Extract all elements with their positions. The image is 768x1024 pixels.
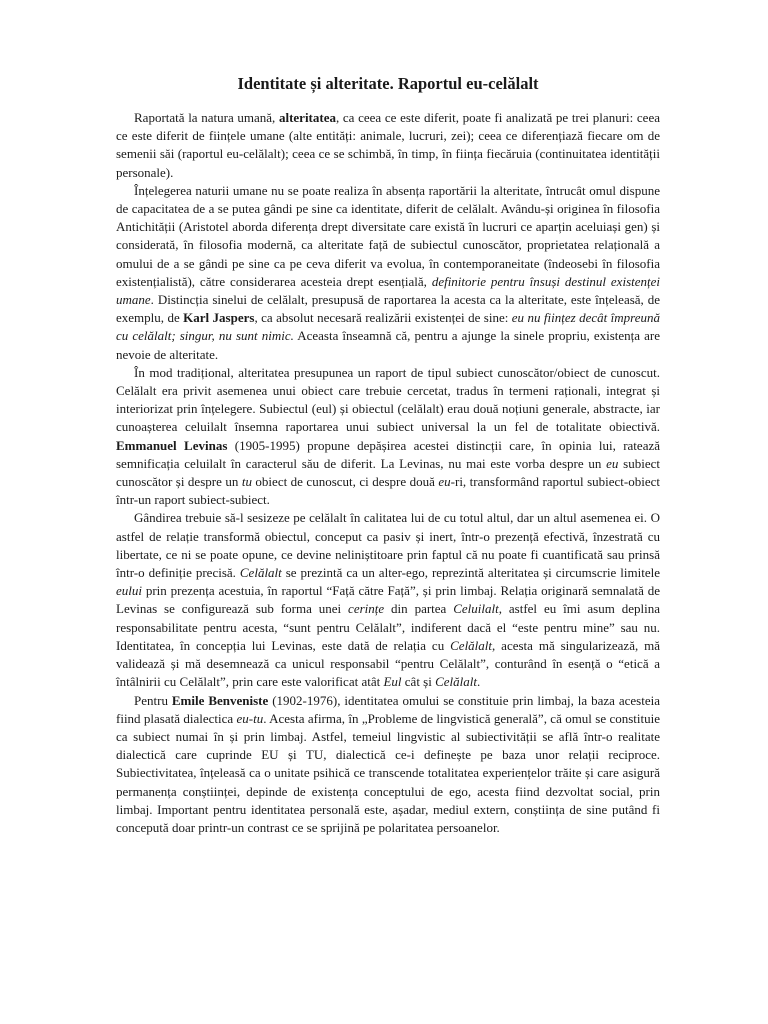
text-run: -ri, transformând raportul subiect-obiect într-un raport subiect-subiect.	[116, 474, 660, 508]
italic-text: Celălalt	[450, 637, 493, 653]
italic-text: eu	[438, 474, 451, 490]
italic-text: tu	[241, 474, 252, 490]
text-run: Gândirea trebuie să-l sesizeze pe celălalt în calitatea lui de cu totul altul, dar un altul asemenea ei. O astfel de relație transformă obiectul, conceput ca pasiv și inert, într-o prezență efectivă, înzestrată cu libertate, ce ni se poate opune, ce devine neliniștitoare prin faptul că nu poate fi cuantificată sau prinsă într-o definiție precisă.	[116, 510, 660, 581]
italic-text: Celuilalt	[453, 601, 499, 617]
bold-text: Karl Jaspers	[183, 310, 255, 326]
text-run: subiect cunoscător și despre un	[116, 455, 660, 490]
italic-text: Celălalt	[435, 674, 477, 690]
italic-text: Celălalt	[239, 565, 282, 581]
text-run: se prezintă ca un alter-ego, reprezintă alteritatea și circumscrie limitele	[281, 565, 661, 581]
text-run: .	[477, 674, 481, 690]
text-run: Înțelegerea naturii umane nu se poate realiza în absența raportării la alteritate, întrucât omul dispune de capacitatea de a se putea gândi pe sine ca identitate, diferit de celălalt. Avându-și originea în filosofia Antichității (Aristotel aborda diferența drept diversitate care există în lucruri ce aparțin aceluiași gen) și considerată, în filosofia modernă, ca alteritate față de subiectul cunoscător, proprietatea relațională a omului de a se gândi pe sine ca pe ceva diferit va evolua, în contemporaneitate (îndeosebi în filosofia existențialistă), către considerarea acesteia drept esențială,	[116, 182, 660, 289]
paragraph	[116, 692, 660, 838]
text-run: , ca absolut necesară realizării existenței de sine:	[254, 310, 512, 326]
paragraph	[116, 182, 660, 364]
text-run: (1902-1976), identitatea omului se constituie prin limbaj, la baza acesteia fiind plasată dialectica	[116, 692, 660, 726]
paragraph	[116, 509, 660, 691]
paragraph	[116, 364, 660, 510]
italic-text: eu nu ființez decât împreună cu celălalt; singur, nu sunt nimic.	[116, 310, 661, 344]
text-run: În mod tradițional, alteritatea presupunea un raport de tipul subiect cunoscător/obiect de cunoscut. Celălalt era privit asemenea unui obiect care trebuie cercetat, tradus în termeni raționali, integrat și interiorizat prin înțelegere. Subiectul (eul) și obiectul (celălalt) erau două noțiuni generale, abstracte, iar cunoașterea celuilalt însemna raportarea unui subiect universal la un fel de totalitate obiectivă.	[116, 364, 660, 435]
italic-text: cerințe	[348, 601, 385, 617]
text-run: , astfel eu îmi asum deplina responsabilitate pentru acesta, “sunt pentru Celălalt”, indiferent dacă el “este pentru mine” sau nu. Identitatea, în concepția lui Levinas, este dată de relația cu	[116, 601, 660, 653]
text-run: Raportată la natura umană,	[134, 110, 279, 125]
italic-text: eului	[116, 583, 142, 599]
text-run: prin prezența acestuia, în raportul “Față către Față”, și prin limbaj. Relația originară semnalată de Levinas se configurează sub forma unei	[116, 583, 660, 617]
text-run: din partea	[384, 601, 454, 617]
document-title: Identitate și alteritate. Raportul eu-celălalt	[237, 74, 539, 93]
bold-text: Emmanuel Levinas	[116, 437, 228, 453]
text-run: , ca ceea ce este diferit, poate fi analizată pe trei planuri: ceea ce este diferit de ființele umane (alte entități: animale, lucruri, zei); ceea ce diferențiază fiecare om de semenii săi (raportul eu-celălalt); ceea ce se schimbă, în timp, în ființa fiecăruia (continuitatea identității personale).	[116, 110, 660, 180]
paragraph	[116, 109, 660, 182]
italic-text: definitorie pentru însuși destinul existenței umane	[116, 273, 660, 308]
italic-text: eu	[606, 455, 619, 471]
document-body	[116, 109, 660, 837]
text-run: Aceasta înseamnă că, pentru a ajunge la sinele propriu, existența are nevoie de alteritate.	[116, 328, 660, 362]
bold-text: alteritatea	[278, 110, 336, 125]
text-run: Pentru	[134, 692, 172, 708]
text-run: obiect de cunoscut, ci despre două	[251, 474, 439, 490]
italic-text: eu-tu	[236, 710, 264, 726]
text-run: , acesta mă singularizează, mă validează și mă desemnează ca unicul responsabil “pentru Celălalt”, conturând în esență o “etică a întâlnirii cu Celălalt”, prin care este valorificat atât	[116, 637, 661, 690]
text-run: (1905-1995) propune depășirea acestei distincții care, în opinia lui, ratează semnificația celuilalt în caracterul său de diferit. La Levinas, nu mai este vorba despre un	[116, 437, 661, 471]
text-run: . Distincția sinelui de celălalt, presupusă de raportarea la acesta ca la alteritate, este înțeleasă, de exemplu, de	[116, 292, 660, 326]
text-run: cât și	[401, 674, 436, 690]
text-run: . Acesta afirma, în „Probleme de lingvistică generală”, că omul se constituie ca subiect numai în și prin limbaj. Astfel, temeiul lingvistic al subiectivității se află într-o realitate dialectică care cuprinde EU și TU, dialectică ce-i definește pe baza unor relații reciproce. Subiectivitatea, înțeleasă ca o unitate psihică ce transcende totalitatea experiențelor trăite și care asigură permanența conștiinței, depinde de existența conceptului de ego, acesta fiind dezvoltat social, prin limbaj. Important pentru identitatea personală este, așadar, mediul extern, conștiința de sine putând fi concepută doar printr-un contrast ce se sprijină pe polaritatea persoanelor.	[116, 710, 661, 835]
bold-text: Emile Benveniste	[171, 692, 269, 708]
italic-text: Eul	[383, 674, 402, 690]
